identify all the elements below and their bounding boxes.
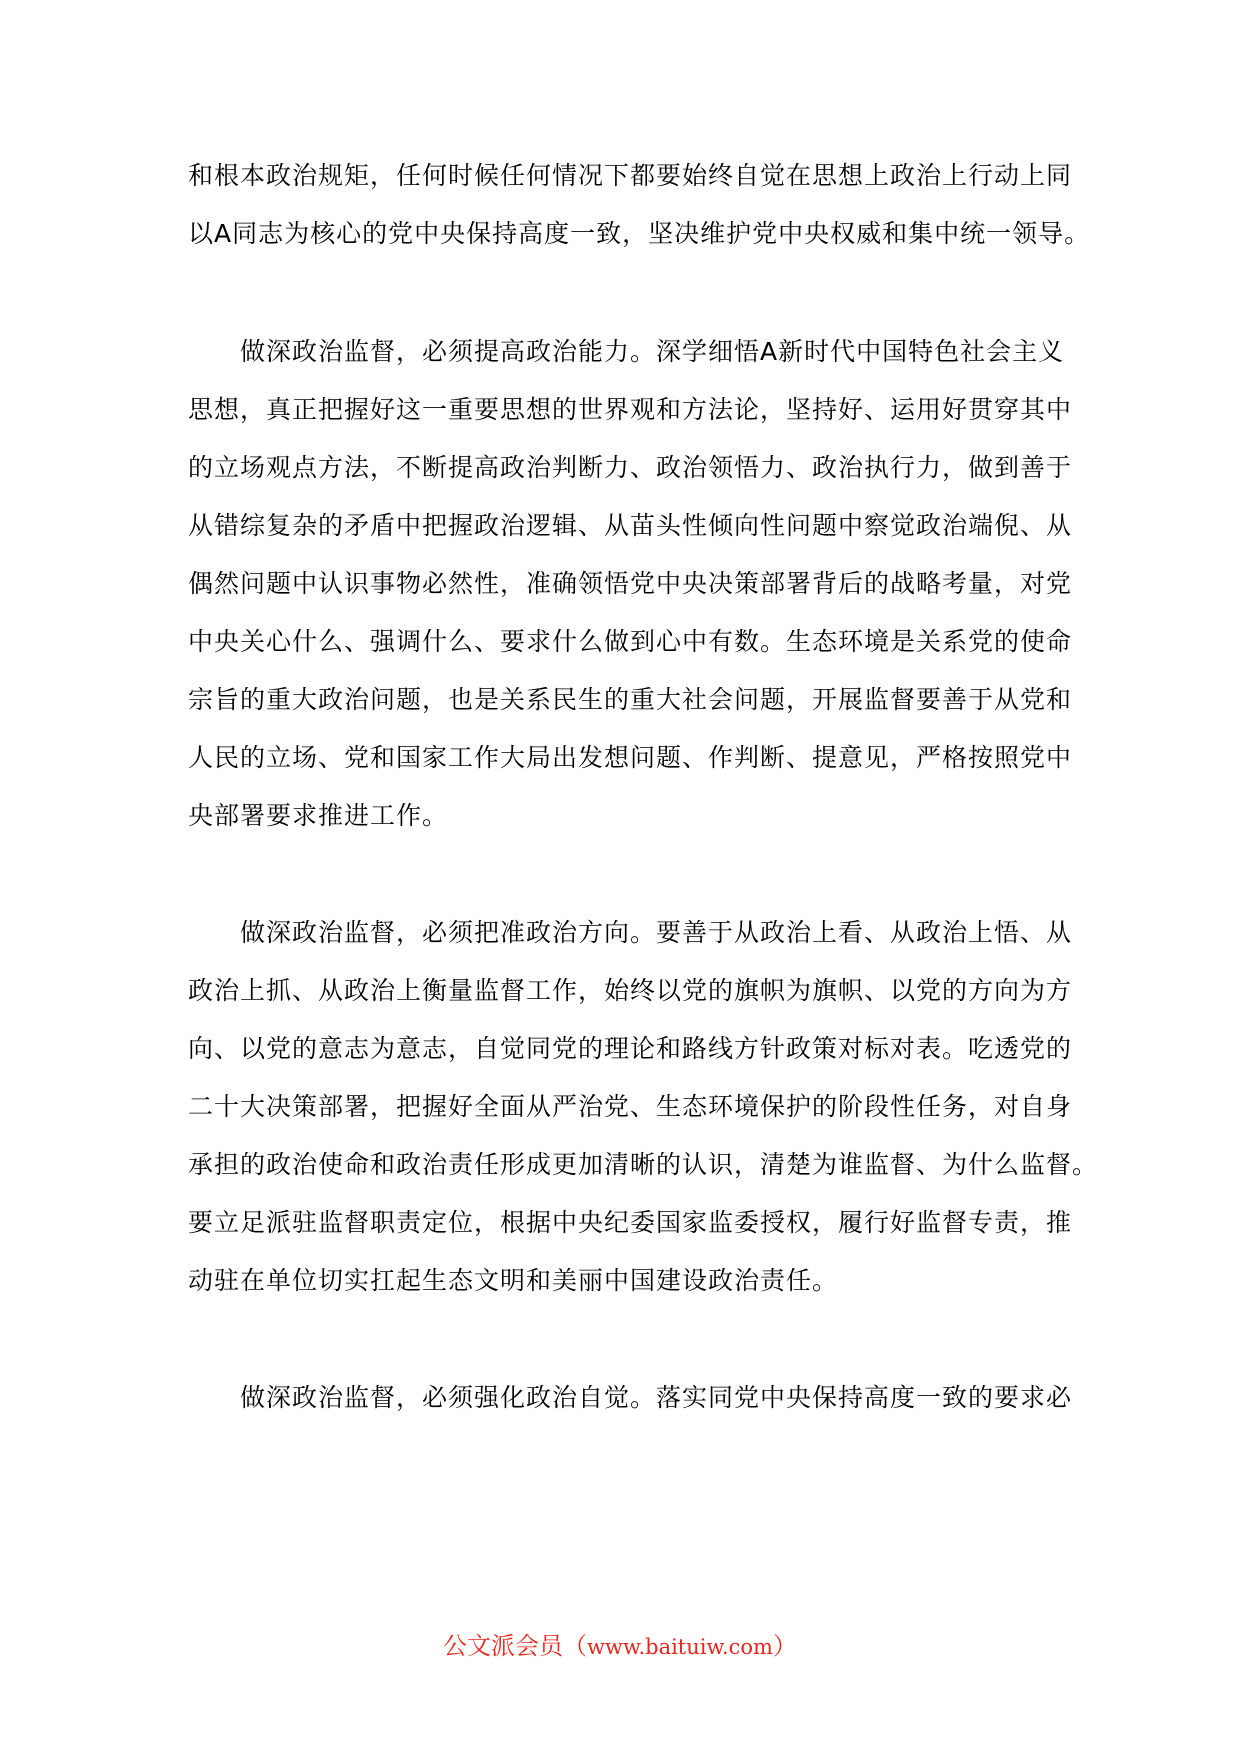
text-line: 人民的立场、党和国家工作大局出发想问题、作判断、提意见，严格按照党中 xyxy=(188,743,1073,772)
footer-url: www.baituiw.com xyxy=(587,1635,773,1659)
footer-watermark xyxy=(0,1630,1240,1663)
text-line: 向、以党的意志为意志，自觉同党的理论和路线方针政策对标对表。吃透党的 xyxy=(188,1034,1073,1063)
text-line: 做深政治监督，必须把准政治方向。要善于从政治上看、从政治上悟、从 xyxy=(188,918,1073,947)
text-line: 宗旨的重大政治问题，也是关系民生的重大社会问题，开展监督要善于从党和 xyxy=(188,685,1073,714)
text-line: 中央关心什么、强调什么、要求什么做到心中有数。生态环境是关系党的使命 xyxy=(188,627,1073,656)
text-line: 从错综复杂的矛盾中把握政治逻辑、从苗头性倾向性问题中察觉政治端倪、从 xyxy=(188,511,1073,540)
text-line: 动驻在单位切实扛起生态文明和美丽中国建设政治责任。 xyxy=(188,1266,839,1295)
text-line: 二十大决策部署，把握好全面从严治党、生态环境保护的阶段性任务，对自身 xyxy=(188,1092,1073,1121)
text-line: 和根本政治规矩，任何时候任何情况下都要始终自觉在思想上政治上行动上同 xyxy=(188,161,1073,190)
text-line: 承担的政治使命和政治责任形成更加清晰的认识，清楚为谁监督、为什么监督。 xyxy=(188,1150,1099,1179)
text-line: 做深政治监督，必须提高政治能力。深学细悟A新时代中国特色社会主义 xyxy=(188,337,1065,366)
text-line: 思想，真正把握好这一重要思想的世界观和方法论，坚持好、运用好贯穿其中 xyxy=(188,395,1073,424)
text-line: 偶然问题中认识事物必然性，准确领悟党中央决策部署背后的战略考量，对党 xyxy=(188,569,1073,598)
text-line: 的立场观点方法，不断提高政治判断力、政治领悟力、政治执行力，做到善于 xyxy=(188,453,1073,482)
text-line: 要立足派驻监督职责定位，根据中央纪委国家监委授权，履行好监督专责，推 xyxy=(188,1208,1073,1237)
text-line: 做深政治监督，必须强化政治自觉。落实同党中央保持高度一致的要求必 xyxy=(188,1383,1073,1412)
footer-label: 公文派会员（ xyxy=(443,1632,588,1660)
text-line: 以A同志为核心的党中央保持高度一致，坚决维护党中央权威和集中统一领导。 xyxy=(188,219,1091,248)
footer-close: ） xyxy=(772,1632,797,1660)
text-line: 央部署要求推进工作。 xyxy=(188,801,449,830)
text-line: 政治上抓、从政治上衡量监督工作，始终以党的旗帜为旗帜、以党的方向为方 xyxy=(188,976,1073,1005)
